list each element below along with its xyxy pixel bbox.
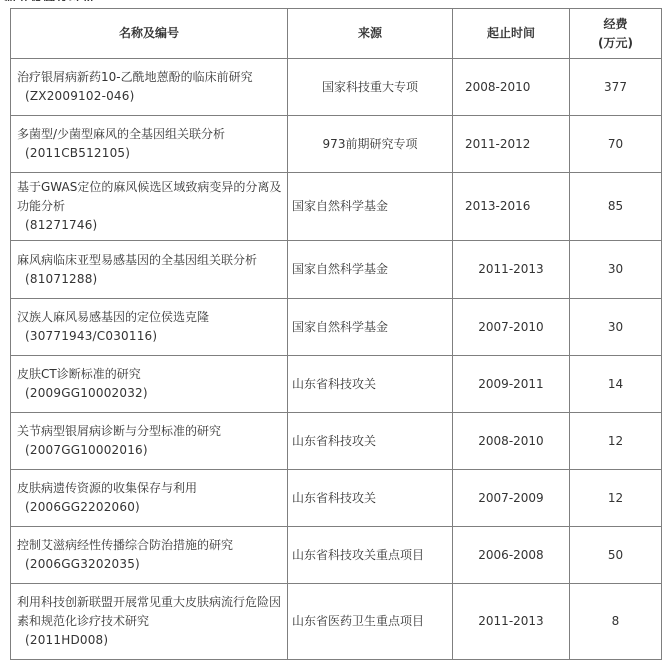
funds-cell: 377 [570,59,662,116]
table-row [11,584,662,660]
project-name-cell [11,173,288,241]
period-cell: 2008-2010 [453,413,570,470]
period-cell: 2007-2009 [453,470,570,527]
source-cell: 国家科技重大专项 [288,59,453,116]
project-title: 关节病型银屑病诊断与分型标准的研究 [17,424,222,438]
project-title: 多菌型/少菌型麻风的全基因组关联分析 [17,127,226,141]
project-name-cell [11,527,288,584]
header-source: 来源 [288,9,453,59]
source-cell: 国家自然科学基金 [288,173,453,241]
project-code: (30771943/C030116) [25,329,158,343]
funds-cell: 8 [570,584,662,660]
period-cell: 2007-2010 [453,299,570,356]
source-cell: 山东省医药卫生重点项目 [288,584,453,660]
project-name-cell [11,356,288,413]
source-cell: 国家自然科学基金 [288,241,453,299]
header-row [11,9,662,59]
funds-cell: 30 [570,299,662,356]
source-cell: 973前期研究专项 [288,116,453,173]
project-title: 基于GWAS定位的麻风候选区域致病变异的分离及功能分析 [17,180,282,213]
table-row [11,413,662,470]
table-row [11,116,662,173]
project-code: (81071288) [25,271,98,286]
header-period: 起止时间 [453,9,570,59]
source-cell: 山东省科技攻关重点项目 [288,527,453,584]
funds-cell: 50 [570,527,662,584]
header-funds-unit: (万元) [598,35,633,50]
source-cell: 山东省科技攻关 [288,356,453,413]
funds-cell: 12 [570,470,662,527]
table-row [11,356,662,413]
table-row [11,173,662,241]
project-title: 皮肤CT诊断标准的研究 [17,367,141,381]
table-caption [4,0,95,1]
project-name-cell [11,116,288,173]
source-cell: 山东省科技攻关 [288,413,453,470]
project-code: (2006GG3202035) [25,557,140,571]
project-name-cell [11,299,288,356]
project-title: 利用科技创新联盟开展常见重大皮肤病流行危险因素和规范化诊疗技术研究 [17,595,282,628]
project-code: (2006GG2202060) [25,500,140,514]
source-cell: 国家自然科学基金 [288,299,453,356]
funds-cell: 30 [570,241,662,299]
project-name-cell [11,470,288,527]
table-body [11,59,662,660]
period-cell: 2006-2008 [453,527,570,584]
project-code: (ZX2009102-046) [25,89,135,103]
table-row [11,470,662,527]
funds-cell: 14 [570,356,662,413]
project-code: (2007GG10002016) [25,443,148,457]
project-code: (2011HD008) [25,633,109,647]
table-row [11,527,662,584]
project-title: 汉族人麻风易感基因的定位侯选克隆 [17,310,210,324]
project-code: (81271746) [25,218,98,232]
project-title: 治疗银屑病新药10-乙酰地蒽酚的临床前研究 [17,70,253,84]
period-cell: 2011-2013 [453,241,570,299]
period-cell: 2013-2016 [453,173,570,241]
table-row [11,241,662,299]
table-row [11,59,662,116]
funds-cell: 12 [570,413,662,470]
table-header [11,9,662,59]
funds-cell: 85 [570,173,662,241]
period-cell: 2009-2011 [453,356,570,413]
header-funds-label: 经费 [603,16,628,31]
period-cell: 2011-2012 [453,116,570,173]
funds-cell: 70 [570,116,662,173]
table-row [11,299,662,356]
project-name-cell [11,584,288,660]
project-title: 麻风病临床亚型易感基因的全基因组关联分析 [17,252,258,267]
project-name-cell [11,241,288,299]
project-code: (2011CB512105) [25,146,131,160]
project-title: 皮肤病遗传资源的收集保存与利用 [17,481,198,495]
project-title: 控制艾滋病经性传播综合防治措施的研究 [17,538,234,552]
project-name-cell [11,59,288,116]
source-cell: 山东省科技攻关 [288,470,453,527]
header-funds [570,9,662,59]
period-cell: 2008-2010 [453,59,570,116]
period-cell: 2011-2013 [453,584,570,660]
project-code: (2009GG10002032) [25,386,148,400]
header-name: 名称及编号 [11,9,288,59]
project-name-cell [11,413,288,470]
research-grants-table [10,8,662,660]
